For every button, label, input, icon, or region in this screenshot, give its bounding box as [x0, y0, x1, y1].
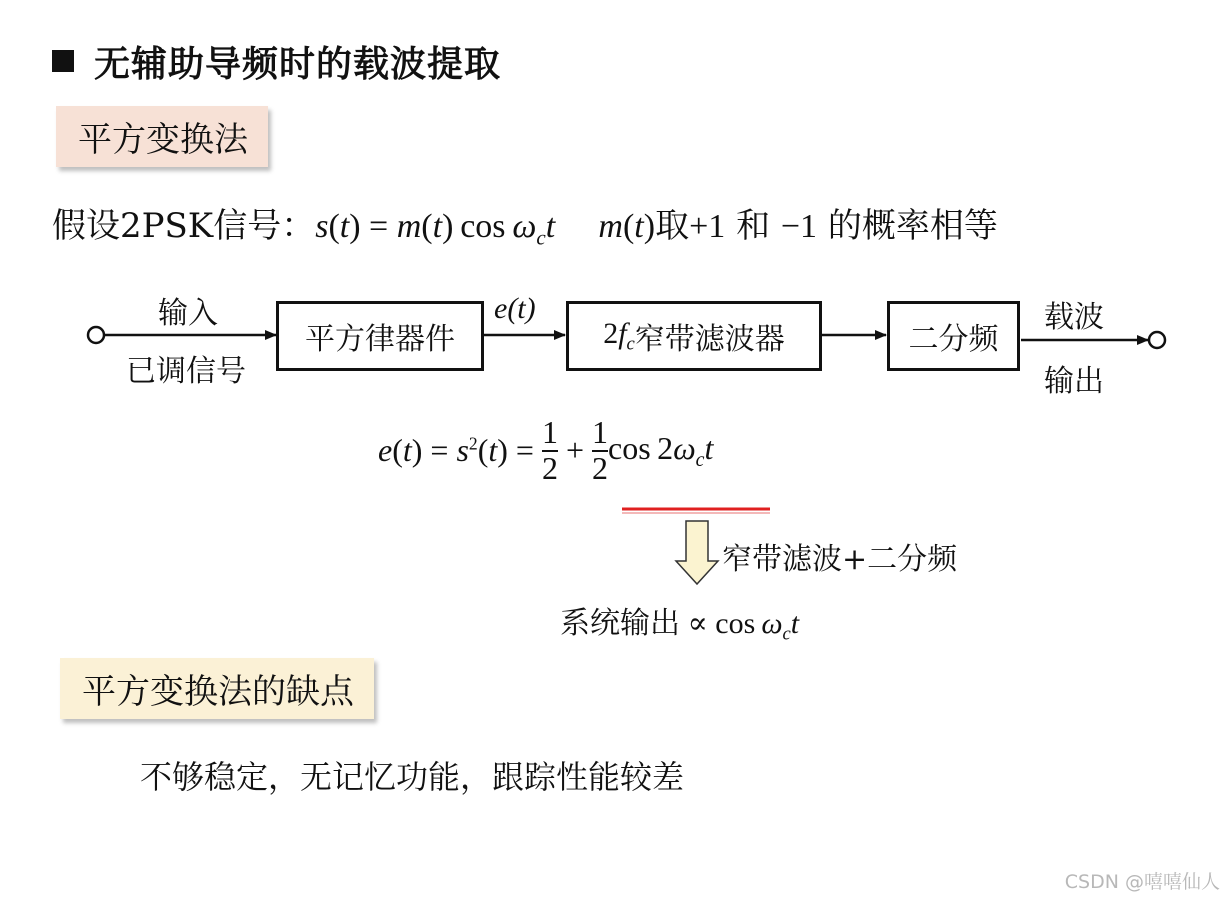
signal-e-text: e(t)	[494, 292, 536, 325]
assumption-prefix: 假设2PSK信号：	[52, 206, 316, 246]
assumption-suffix-a: 取	[655, 206, 690, 246]
input-terminal-icon	[88, 327, 104, 343]
system-output-line	[560, 598, 799, 646]
defects-text: 不够稳定，无记忆功能，跟踪性能较差	[140, 758, 685, 796]
proportional-formula: ∝ $\cos \omega_ct$	[680, 607, 800, 645]
plus-one-value: +1	[689, 208, 726, 245]
assumption-connector: 和	[736, 206, 771, 246]
filter-freq-symbol: $2f_c$	[603, 316, 635, 355]
input-label-top: 输入	[158, 296, 218, 331]
system-output-text: 系统输出	[560, 606, 680, 641]
heading-text: 无辅助导频时的载波提取	[94, 44, 502, 85]
signal-formula: s(t) = m(t) $\cos \omega_ct$	[315, 208, 556, 250]
signal-e-label	[494, 292, 536, 326]
narrowband-filter-block	[566, 301, 822, 371]
watermark: CSDN @嘻嘻仙人	[1064, 871, 1220, 893]
down-arrow-icon	[676, 521, 718, 584]
block1-label: 平方律器件	[305, 322, 455, 357]
square-law-device-block	[276, 301, 484, 371]
defects-tag: 平方变换法的缺点	[60, 658, 374, 719]
output-terminal-icon	[1149, 332, 1165, 348]
arrow-label: 窄带滤波+二分频	[722, 542, 958, 577]
output-label-top: 载波	[1044, 300, 1104, 335]
frequency-divider-block	[887, 301, 1020, 371]
method-tag: 平方变换法	[56, 106, 268, 167]
m-t-symbol: m(t)	[598, 208, 656, 245]
block2-label: 窄带滤波器	[634, 322, 785, 357]
block3-label: 二分频	[908, 322, 999, 357]
minus-one-value: −1	[780, 208, 818, 245]
squared-signal-equation: $e(t) = s^2(t)$ = $\frac{1}{2}$ + $\frac{1}{2}$ $\cos 2\omega_ct$	[378, 414, 714, 486]
fraction-half-1: $\frac{1}{2}$	[541, 414, 558, 486]
output-label-bottom: 输出	[1044, 364, 1104, 399]
assumption-suffix-b: 的概率相等	[827, 206, 998, 246]
input-label-bottom: 已调信号	[126, 354, 246, 389]
fraction-half-2: $\frac{1}{2}$	[592, 414, 608, 486]
